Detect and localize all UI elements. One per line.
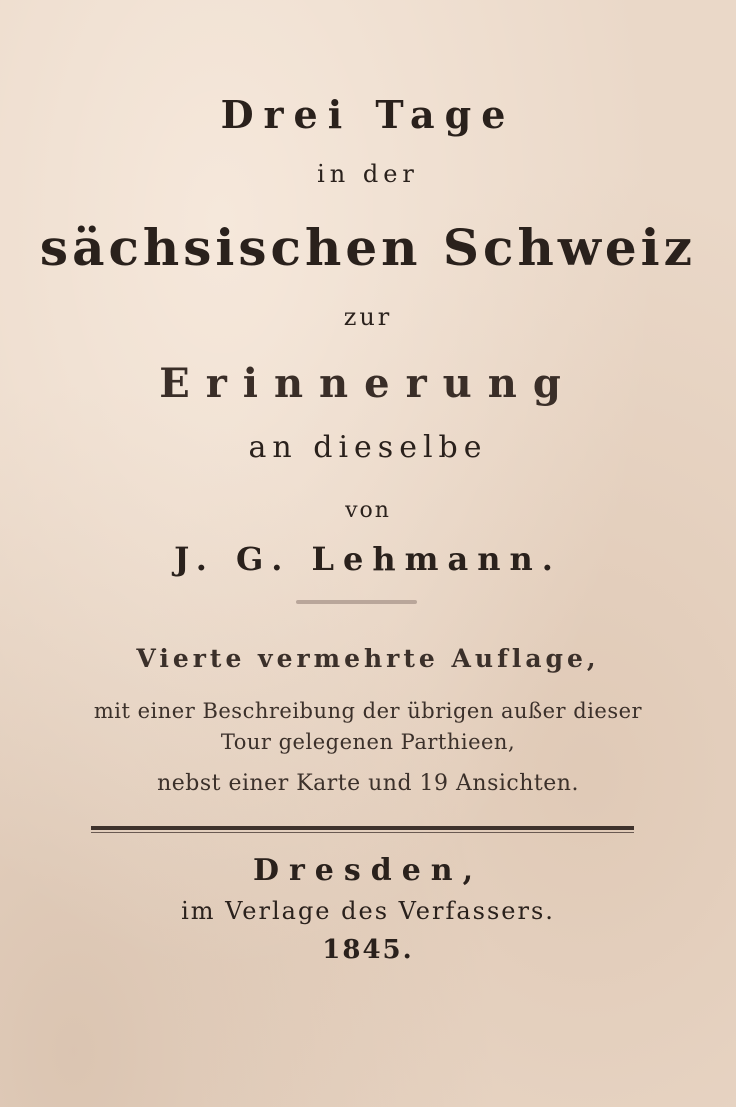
title-line-an-dieselbe: an dieselbe bbox=[248, 430, 488, 465]
long-double-divider bbox=[91, 826, 634, 833]
short-divider bbox=[296, 600, 417, 604]
edition-description-line-1: mit einer Beschreibung der übrigen außer dieser bbox=[93, 699, 643, 723]
title-line-zur: zur bbox=[343, 303, 393, 331]
title-line-erinnerung: Erinnerung bbox=[159, 360, 577, 407]
author-name: J. G. Lehmann. bbox=[174, 540, 562, 578]
imprint-publisher: im Verlage des Verfassers. bbox=[181, 897, 555, 925]
imprint-year: 1845. bbox=[322, 935, 414, 965]
title-line-in-der: in der bbox=[317, 160, 419, 188]
title-line-von: von bbox=[345, 498, 391, 523]
edition-description-line-3: nebst einer Karte und 19 Ansichten. bbox=[157, 771, 579, 796]
edition-description-line-2: Tour gelegenen Parthieen, bbox=[220, 730, 516, 754]
title-line-saechsischen-schweiz: sächsischen Schweiz bbox=[39, 218, 697, 277]
title-line-drei-tage: Drei Tage bbox=[220, 92, 516, 137]
imprint-place: Dresden, bbox=[252, 853, 484, 888]
edition-statement: Vierte vermehrte Auflage, bbox=[136, 644, 600, 673]
